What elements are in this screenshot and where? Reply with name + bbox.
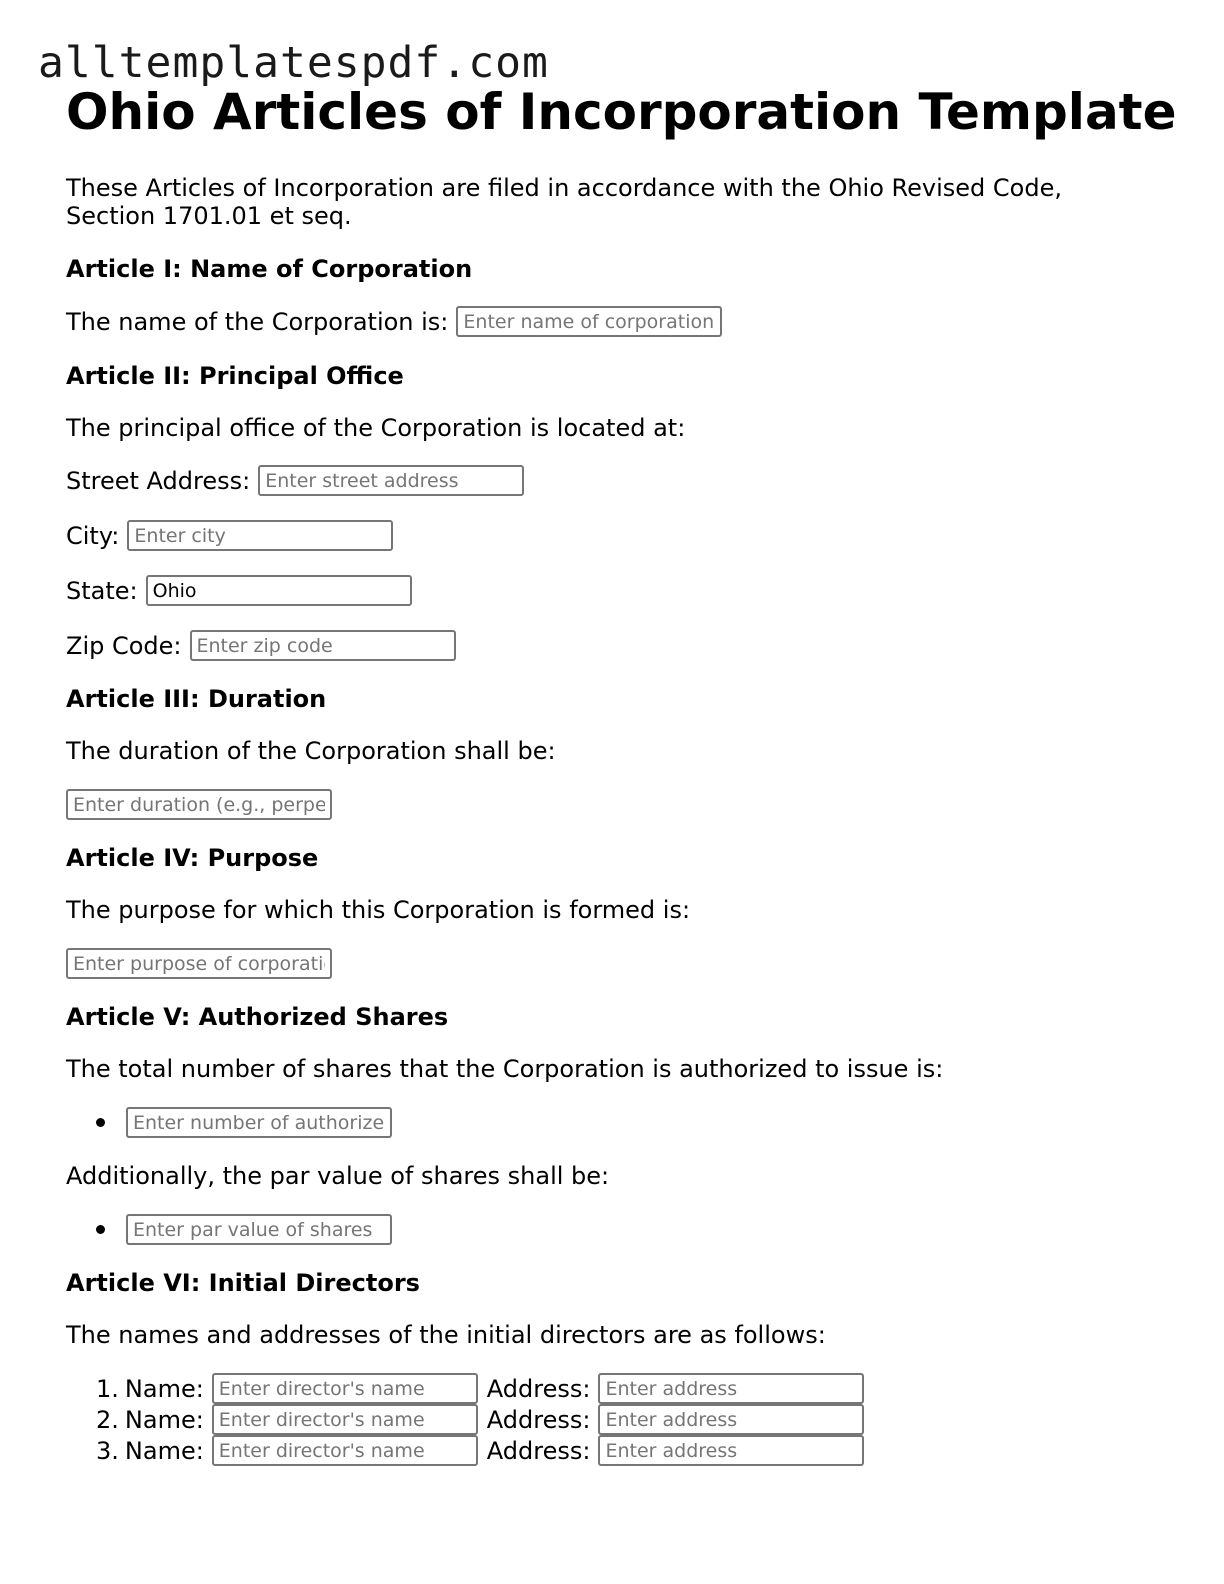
authorized-shares-text: The total number of shares that the Corporation is authorized to issue is: (66, 1055, 944, 1083)
duration-input[interactable] (66, 789, 332, 820)
duration-text: The duration of the Corporation shall be: (66, 737, 556, 765)
director-row (96, 1404, 864, 1435)
director-name-input[interactable] (212, 1373, 478, 1404)
state-label: State: (66, 576, 138, 605)
authorized-shares-input[interactable] (126, 1107, 392, 1138)
par-value-text: Additionally, the par value of shares shall be: (66, 1162, 610, 1190)
director-name-label: Name: (124, 1436, 204, 1465)
director-address-input[interactable] (598, 1373, 864, 1404)
city-input[interactable] (127, 520, 393, 551)
director-number: 3. (96, 1436, 119, 1465)
corporation-name-label: The name of the Corporation is: (66, 307, 449, 336)
bullet-icon (96, 1118, 105, 1127)
director-number: 1. (96, 1374, 119, 1403)
authorized-shares-item (96, 1107, 392, 1138)
director-address-input[interactable] (598, 1404, 864, 1435)
article-5-heading: Article V: Authorized Shares (66, 1003, 449, 1031)
street-address-input[interactable] (258, 465, 524, 496)
director-address-label: Address: (486, 1436, 591, 1465)
principal-office-text: The principal office of the Corporation is located at: (66, 414, 686, 442)
purpose-row (66, 948, 332, 979)
director-address-label: Address: (486, 1374, 591, 1403)
director-row (96, 1435, 864, 1466)
article-4-heading: Article IV: Purpose (66, 844, 319, 872)
zip-code-input[interactable] (190, 630, 456, 661)
director-name-input[interactable] (212, 1404, 478, 1435)
purpose-text: The purpose for which this Corporation is formed is: (66, 896, 691, 924)
site-watermark: alltemplatespdf.com (38, 38, 549, 88)
director-name-input[interactable] (212, 1435, 478, 1466)
par-value-item (96, 1214, 392, 1245)
page-title: Ohio Articles of Incorporation Template (66, 83, 1177, 141)
city-label: City: (66, 521, 120, 550)
article-3-heading: Article III: Duration (66, 685, 327, 713)
bullet-icon (96, 1225, 105, 1234)
director-number: 2. (96, 1405, 119, 1434)
purpose-input[interactable] (66, 948, 332, 979)
director-name-label: Name: (124, 1374, 204, 1403)
article-1-heading: Article I: Name of Corporation (66, 255, 473, 283)
director-row (96, 1373, 864, 1404)
article-6-heading: Article VI: Initial Directors (66, 1269, 420, 1297)
state-row (66, 575, 412, 606)
initial-directors-text: The names and addresses of the initial directors are as follows: (66, 1321, 826, 1349)
street-address-label: Street Address: (66, 466, 251, 495)
corporation-name-row (66, 306, 722, 337)
city-row (66, 520, 393, 551)
article-2-heading: Article II: Principal Office (66, 362, 404, 390)
zip-code-label: Zip Code: (66, 631, 182, 660)
duration-row (66, 789, 332, 820)
street-address-row (66, 465, 524, 496)
director-address-input[interactable] (598, 1435, 864, 1466)
director-address-label: Address: (486, 1405, 591, 1434)
corporation-name-input[interactable] (456, 306, 722, 337)
state-input[interactable] (146, 575, 412, 606)
par-value-input[interactable] (126, 1214, 392, 1245)
director-name-label: Name: (124, 1405, 204, 1434)
zip-code-row (66, 630, 456, 661)
intro-text: These Articles of Incorporation are filed in accordance with the Ohio Revised Code, Section 1701.01 et seq. (66, 174, 1062, 230)
